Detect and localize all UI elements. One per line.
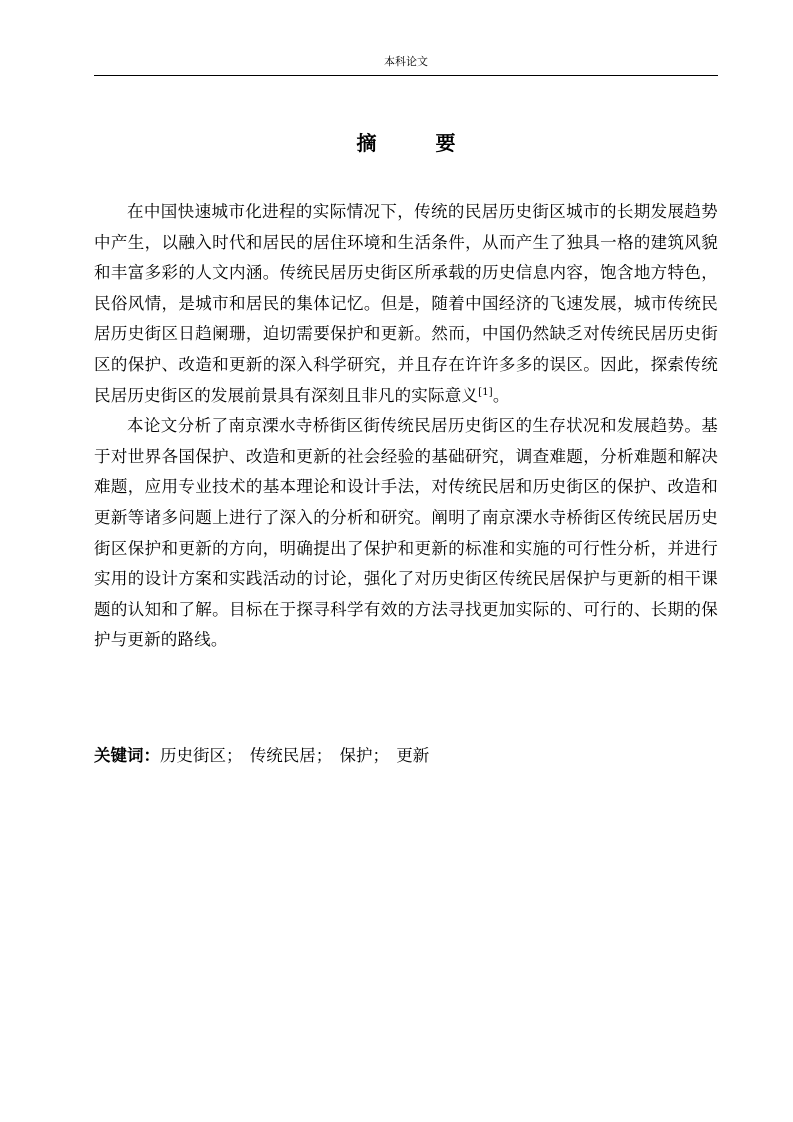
keyword-item: 保护； (339, 746, 389, 765)
page-header (94, 53, 718, 76)
abstract-paragraph-2: 本论文分析了南京溧水寺桥街区街传统民居历史街区的生存状况和发展趋势。基于对世界各国保护、改造和更新的社会经验的基础研究，调查难题，分析难题和解决难题，应用专业技术的基本理论和设计手法，对传统民居和历史街区的保护、改造和更新等诸多问题上进行了深入的分析和研究。阐明了南京溧水寺桥街区传统民居历史街区保护和更新的方向，明确提出了保护和更新的标准和实施的可行性分析，并进行实用的设计方案和实践活动的讨论，强化了对历史街区传统民居保护与更新的相干课题的认知和了解。目标在于探寻科学有效的方法寻找更加实际的、可行的、长期的保护与更新的路线。 (94, 416, 718, 650)
abstract-body (94, 197, 718, 656)
paragraph-1-end: 。 (492, 385, 510, 405)
abstract-heading: 摘 要 (356, 131, 482, 155)
keywords-line (94, 742, 718, 770)
abstract-paragraph-1 (94, 197, 718, 411)
header-title: 本科论文 (384, 55, 428, 68)
paragraph-1-text: 在中国快速城市化进程的实际情况下，传统的民居历史街区城市的长期发展趋势中产生，以融入时代和居民的居住环境和生活条件，从而产生了独具一格的建筑风貌和丰富多彩的人文内涵。传统民居历史街区所承载的历史信息内容，饱含地方特色，民俗风情，是城市和居民的集体记忆。但是，随着中国经济的飞速发展，城市传统民居历史街区日趋阑珊，迫切需要保护和更新。然而，中国仍然缺乏对传统民居历史街区的保护、改造和更新的深入科学研究，并且存在许许多多的误区。因此，探索传统民居历史街区的发展前景具有深刻且非凡的实际意义 (94, 202, 718, 405)
keyword-item: 更新 (396, 746, 430, 765)
citation-marker: [1] (478, 386, 493, 398)
keyword-item: 传统民居； (249, 746, 333, 765)
keywords-label: 关键词： (94, 746, 160, 765)
keyword-item: 历史街区； (160, 746, 243, 765)
